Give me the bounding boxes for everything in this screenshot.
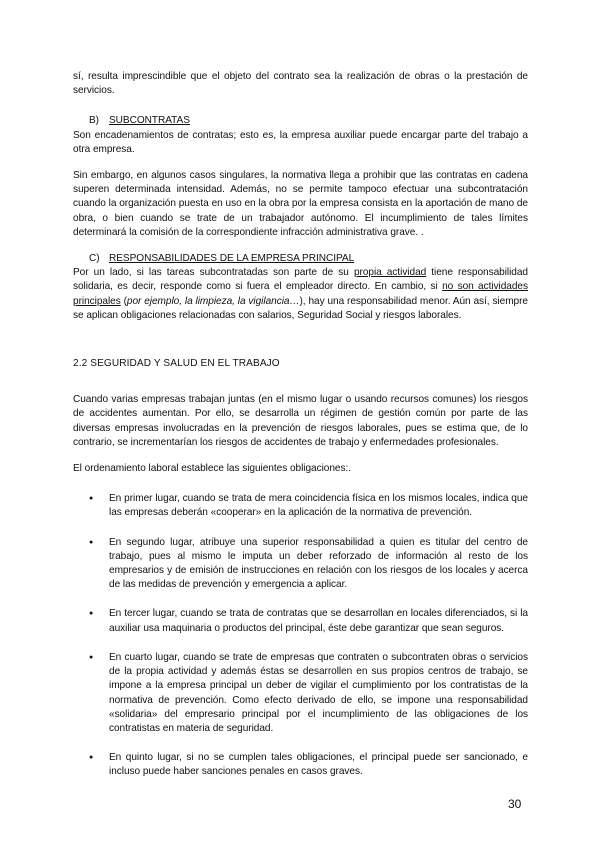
heading-title: SUBCONTRATAS	[109, 115, 190, 127]
responsabilidades-heading	[73, 252, 528, 266]
page-number: 30	[508, 797, 522, 811]
responsabilidades-paragraph	[73, 266, 528, 323]
underlined-text: no son actividades principales	[73, 281, 528, 307]
obligations-list	[73, 492, 528, 779]
italic-text: por ejemplo, la limpieza, la vigilancia…	[126, 295, 300, 307]
heading-letter: C)	[89, 253, 100, 265]
text-run: tiene responsabilidad solidaria, es decir, responde como si fuera el empleador directo. En cambio, si	[73, 267, 528, 293]
section-title: 2.2 SEGURIDAD Y SALUD EN EL TRABAJO	[73, 358, 280, 370]
list-item: ● En tercer lugar, cuando se trata de contratas que se desarrollan en locales diferenciados, si la auxiliar usa maquinaria o productos del principal, éste debe garantizar que sean seguros.	[73, 607, 528, 635]
heading-letter: B)	[89, 115, 99, 127]
section-paragraph-1: Cuando varias empresas trabajan juntas (en el mismo lugar o usando recursos comunes) los riesgos de accidentes aumentan. Por ello, se desarrolla un régimen de gestión común por parte de las diversas empresas involucradas en la prevención de riesgos laborales, pues se estima que, de lo contrario, se incrementarían los riesgos de accidentes de trabajo y enfermedades profesionales.	[73, 394, 528, 448]
subcontratas-heading	[73, 114, 528, 128]
underlined-text: propia actividad	[353, 267, 427, 279]
page-content	[73, 70, 528, 795]
list-item: ● En segundo lugar, atribuye una superior responsabilidad a quien es titular del centro de trabajo, pues al mismo le imputa un deber reforzado de información al resto de los empresarios y de emisión de instrucciones en relación con los riesgos de los locales y acerca de las medidas de prevención y emergencia a aplicar.	[73, 536, 528, 593]
text-run: ), hay una responsabilidad menor. Aún así, siempre se aplican obligaciones relacionadas con salarios, Seguridad Social y riesgos laborales.	[73, 295, 528, 321]
subcontratas-paragraph-2: Sin embargo, en algunos casos singulares, la normativa llega a prohibir que las contratas en cadena superen determinada intensidad. Además, no se permite tampoco efectuar una subcontratación cuando la organización puesta en uso en la obra por la empresa consista en la aportación de mano de obra, o bien cuando se trate de un trabajador autónomo. El incumplimiento de tales límites determinará la comisión de la correspondiente infracción administrativa grave. .	[73, 170, 528, 238]
section-paragraph-2: El ordenamiento laboral establece las siguientes obligaciones:.	[73, 463, 351, 475]
text-run: (	[120, 295, 127, 307]
list-item: ● En primer lugar, cuando se trata de mera coincidencia física en los mismos locales, indica que las empresas deberán «cooperar» en la aplicación de la normativa de prevención.	[73, 492, 528, 520]
intro-paragraph: sí, resulta imprescindible que el objeto del contrato sea la realización de obras o la prestación de servicios.	[73, 71, 528, 97]
subcontratas-paragraph-1: Son encadenamientos de contratas; esto es, la empresa auxiliar puede encargar parte del trabajo a otra empresa.	[73, 129, 528, 155]
list-item: ● En quinto lugar, si no se cumplen tales obligaciones, el principal puede ser sancionado, e incluso puede haber sanciones penales en casos graves.	[73, 751, 528, 779]
text-run: Por un lado, si las tareas subcontratadas son parte de su	[73, 267, 354, 279]
heading-title: RESPONSABILIDADES DE LA EMPRESA PRINCIPAL	[109, 253, 355, 265]
list-item: ● En cuarto lugar, cuando se trate de empresas que contraten o subcontraten obras o servicios de la propia actividad y además éstas se desarrollen en sus propios centros de trabajo, se impone a la empresa principal un deber de vigilar el cumplimiento por los contratistas de la normativa de prevención. Como efecto derivado de ello, se impone una responsabilidad «solidaria» del empresario principal por el incumplimiento de las obligaciones de los contratistas en materia de seguridad.	[73, 651, 528, 736]
